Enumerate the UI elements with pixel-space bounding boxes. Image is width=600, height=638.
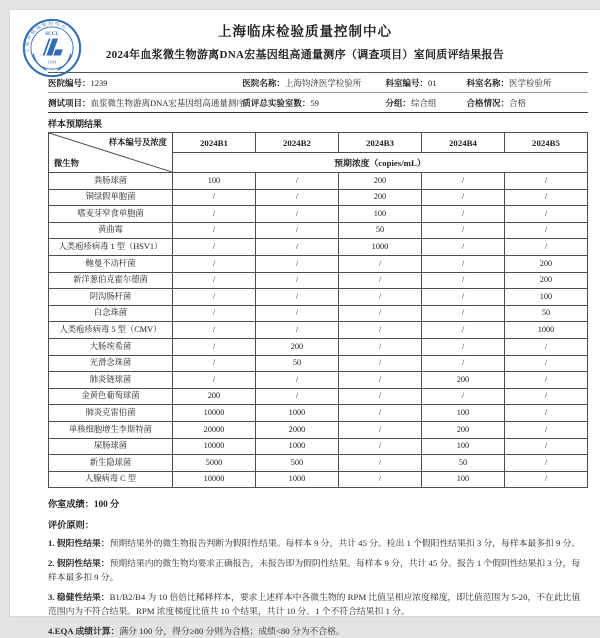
report-content xyxy=(48,72,588,638)
principle-2-lead: 2. 假阴性结果： xyxy=(48,557,110,568)
principle-1-body: 预期结果外的微生物报告判断为假阳性结果。每样本 9 分，共计 45 分。检出 1 个假阳性结果扣 3 分，每样本最多扣 9 分。 xyxy=(109,538,581,549)
concentration-value: 10000 xyxy=(172,405,255,422)
concentration-value: 200 xyxy=(421,421,504,438)
principle-2-body: 预期结果内的微生物均要求正确报告，未报告即为假阴性结果。每样本 9 分，共计 45 分。报告 1 个假阴性结果扣 3 分，每样本最多扣 9 分。 xyxy=(48,557,581,583)
concentration-value: / xyxy=(255,388,338,405)
table-row xyxy=(49,222,588,239)
concentration-value: / xyxy=(255,255,338,272)
concentration-value: / xyxy=(172,372,255,389)
logo-acronym: SCCL xyxy=(45,30,59,37)
concentration-value: / xyxy=(421,338,504,355)
report-title: 2024年血浆微生物游离DNA宏基因组高通量测序（调查项目）室间质评结果报告 xyxy=(105,49,505,61)
concentration-value: / xyxy=(338,438,421,455)
principle-1-lead: 1. 假阳性结果： xyxy=(48,538,110,549)
concentration-value: / xyxy=(172,322,255,339)
organism-name: 人类疱疹病毒 1 型（HSV1） xyxy=(49,239,173,256)
organism-name: 粪肠球菌 xyxy=(49,173,173,190)
table-row xyxy=(49,173,588,190)
table-row xyxy=(49,272,588,289)
concentration-value: / xyxy=(338,338,421,355)
table-row xyxy=(49,189,588,206)
concentration-value: 200 xyxy=(421,372,504,389)
concentration-value: / xyxy=(421,173,504,190)
table-row xyxy=(49,239,588,256)
organism-name: 阴沟肠杆菌 xyxy=(49,289,173,306)
concentration-value: 1000 xyxy=(255,405,338,422)
concentration-value: / xyxy=(504,239,587,256)
concentration-value: / xyxy=(255,189,338,206)
group-label: 分组： xyxy=(385,97,411,108)
table-row xyxy=(49,372,588,389)
principle-3-lead: 3. 稳健性结果： xyxy=(48,591,110,602)
test-item xyxy=(48,97,245,109)
organism-name: 屎肠球菌 xyxy=(49,438,173,455)
organism-name: 金黄色葡萄球菌 xyxy=(49,388,173,405)
concentration-value: / xyxy=(421,289,504,306)
concentration-value: 100 xyxy=(338,206,421,223)
concentration-value: / xyxy=(504,338,587,355)
organism-name: 新生隐球菌 xyxy=(49,455,173,472)
organism-name: 新洋葱伯克霍尔德菌 xyxy=(49,272,173,289)
concentration-value: 100 xyxy=(421,471,504,488)
concentration-value: / xyxy=(255,289,338,306)
concentration-value: / xyxy=(504,405,587,422)
concentration-value: 1000 xyxy=(504,322,587,339)
logo-mark xyxy=(53,49,62,55)
concentration-value: 200 xyxy=(504,272,587,289)
concentration-value: / xyxy=(255,222,338,239)
concentration-value: 20000 xyxy=(172,421,255,438)
table-row xyxy=(49,471,588,488)
concentration-value: / xyxy=(338,272,421,289)
table-row xyxy=(49,338,588,355)
principle-robustness xyxy=(48,590,588,619)
concentration-value: / xyxy=(172,355,255,372)
pass-status xyxy=(466,97,588,109)
principle-4-body: 满分 100 分，得分≥80 分则为合格；成绩<80 分为不合格。 xyxy=(119,625,345,636)
total-labs-value: 59 xyxy=(310,97,319,108)
concentration-value: / xyxy=(255,322,338,339)
sample-results-table xyxy=(48,132,588,488)
concentration-value: / xyxy=(172,206,255,223)
concentration-value: / xyxy=(504,438,587,455)
concentration-value: 200 xyxy=(172,388,255,405)
concentration-value: / xyxy=(338,372,421,389)
group xyxy=(385,97,466,109)
sample-table-body xyxy=(49,173,588,488)
hospital-name-label: 医院名称： xyxy=(242,77,285,88)
concentration-value: / xyxy=(255,173,338,190)
corner-bottom-label: 微生物 xyxy=(54,159,79,168)
concentration-value: / xyxy=(338,471,421,488)
concentration-value: / xyxy=(504,222,587,239)
concentration-value: / xyxy=(504,471,587,488)
test-item-label: 测试项目： xyxy=(48,97,91,108)
organism-name: 大肠埃希菌 xyxy=(49,338,173,355)
concentration-value: / xyxy=(338,421,421,438)
principle-4-lead: 4.EQA 成绩计算： xyxy=(48,625,120,636)
concentration-value: / xyxy=(504,388,587,405)
sccl-seal-logo xyxy=(22,18,82,78)
column-header-2024b3: 2024B3 xyxy=(338,133,421,153)
concentration-value: 1000 xyxy=(255,471,338,488)
concentration-value: / xyxy=(172,289,255,306)
table-row xyxy=(49,206,588,223)
department-id-label: 科室编号： xyxy=(385,77,428,88)
organism-name: 嗜麦芽窄食单胞菌 xyxy=(49,206,173,223)
concentration-value: / xyxy=(172,255,255,272)
concentration-value: / xyxy=(338,255,421,272)
concentration-value: / xyxy=(172,305,255,322)
concentration-value: 5000 xyxy=(172,455,255,472)
concentration-value: 2000 xyxy=(255,421,338,438)
concentration-value: / xyxy=(504,372,587,389)
organism-name: 人腺病毒 C 型 xyxy=(49,471,173,488)
concentration-value: / xyxy=(338,355,421,372)
concentration-value: / xyxy=(421,355,504,372)
concentration-value: 200 xyxy=(504,255,587,272)
concentration-value: / xyxy=(255,372,338,389)
organism-name: 白念珠菌 xyxy=(49,305,173,322)
concentration-value: / xyxy=(421,272,504,289)
organism-name: 人类疱疹病毒 5 型（CMV） xyxy=(49,322,173,339)
concentration-value: / xyxy=(421,189,504,206)
info-row-1 xyxy=(48,73,588,93)
organism-name: 肺炎克雷伯菌 xyxy=(49,405,173,422)
concentration-value: 200 xyxy=(255,338,338,355)
department-name-value: 医学检验所 xyxy=(509,77,552,88)
concentration-value: 50 xyxy=(504,305,587,322)
concentration-value: 100 xyxy=(172,173,255,190)
concentration-value: / xyxy=(504,455,587,472)
concentration-value: / xyxy=(172,272,255,289)
concentration-value: 200 xyxy=(338,189,421,206)
subheader-expected-concentration: 预期浓度（copies/mL） xyxy=(172,153,587,173)
organism-name: 光滑念珠菌 xyxy=(49,355,173,372)
group-value: 综合组 xyxy=(411,97,437,108)
table-row xyxy=(49,405,588,422)
column-header-2024b4: 2024B4 xyxy=(421,133,504,153)
logo-rim-text: 上海市临床检验中心 xyxy=(25,21,68,54)
concentration-value: / xyxy=(172,222,255,239)
pass-status-label: 合格情况： xyxy=(466,97,509,108)
total-labs xyxy=(242,97,385,109)
principles-title: 评价原则： xyxy=(48,520,94,531)
concentration-value: / xyxy=(421,255,504,272)
concentration-value: 1000 xyxy=(338,239,421,256)
concentration-value: / xyxy=(421,239,504,256)
concentration-value: / xyxy=(504,421,587,438)
department-id-value: 01 xyxy=(428,77,437,88)
hospital-name xyxy=(242,77,385,89)
department-name-label: 科室名称： xyxy=(466,77,509,88)
info-row-2 xyxy=(48,93,588,112)
concentration-value: / xyxy=(504,206,587,223)
principle-3-body: B1/B2/B4 为 10 倍倍比稀释样本，要求上述样本中各微生物的 RPM 比值呈相应浓度梯度，即比值范围为 5-20，不在此比值范围内为不符合结果。RPM 浓度梯度比值共 10 个结果，共计 10 分。1 个不符合结果扣 1 分。 xyxy=(48,591,581,617)
concentration-value: / xyxy=(255,305,338,322)
concentration-value: / xyxy=(338,388,421,405)
concentration-value: / xyxy=(255,239,338,256)
table-row xyxy=(49,455,588,472)
total-labs-label: 质评总实验室数： xyxy=(242,97,311,108)
principle-false-negative xyxy=(48,556,588,585)
organism-name: 铜绿假单胞菌 xyxy=(49,189,173,206)
principle-eqa-scoring xyxy=(48,624,588,638)
concentration-value: 50 xyxy=(255,355,338,372)
column-header-2024b5: 2024B5 xyxy=(504,133,587,153)
concentration-value: 500 xyxy=(255,455,338,472)
table-header-row xyxy=(49,133,588,153)
table-row xyxy=(49,289,588,306)
concentration-value: / xyxy=(172,239,255,256)
concentration-value: 100 xyxy=(504,289,587,306)
concentration-value: / xyxy=(338,322,421,339)
table-row xyxy=(49,438,588,455)
table-row xyxy=(49,322,588,339)
principle-false-positive xyxy=(48,536,588,551)
department-id xyxy=(385,77,466,89)
org-title: 上海临床检验质量控制中心 xyxy=(218,24,392,39)
table-row xyxy=(49,355,588,372)
concentration-value: / xyxy=(255,206,338,223)
corner-header-cell xyxy=(49,133,173,173)
column-header-2024b1: 2024B1 xyxy=(172,133,255,153)
table-row xyxy=(49,255,588,272)
hospital-id xyxy=(48,77,242,89)
concentration-value: / xyxy=(421,388,504,405)
department-name xyxy=(466,77,588,89)
concentration-value: / xyxy=(172,189,255,206)
concentration-value: / xyxy=(338,289,421,306)
report-page xyxy=(10,10,600,636)
section-title-expected-results: 样本预期结果 xyxy=(48,119,103,129)
concentration-value: / xyxy=(504,173,587,190)
concentration-value: / xyxy=(255,272,338,289)
concentration-value: 1000 xyxy=(255,438,338,455)
concentration-value: 100 xyxy=(421,405,504,422)
concentration-value: / xyxy=(504,189,587,206)
pass-status-value: 合格 xyxy=(509,97,527,108)
concentration-value: 10000 xyxy=(172,438,255,455)
concentration-value: / xyxy=(338,455,421,472)
concentration-value: 100 xyxy=(421,438,504,455)
concentration-value: 50 xyxy=(421,455,504,472)
organism-name: 单核细胞增生李斯特菌 xyxy=(49,421,173,438)
concentration-value: / xyxy=(421,222,504,239)
organism-name: 黄曲霉 xyxy=(49,222,173,239)
concentration-value: 200 xyxy=(338,173,421,190)
table-row xyxy=(49,305,588,322)
hospital-id-label: 医院编号： xyxy=(48,77,91,88)
logo-year: 1954 xyxy=(47,59,57,65)
concentration-value: 10000 xyxy=(172,471,255,488)
concentration-value: / xyxy=(338,405,421,422)
concentration-value: / xyxy=(172,338,255,355)
corner-top-label: 样本编号及浓度 xyxy=(108,138,167,147)
test-item-value: 血浆微生物游离DNA宏基因组高通量测序 xyxy=(90,97,245,108)
hospital-id-value: 1239 xyxy=(90,77,108,88)
concentration-value: / xyxy=(421,206,504,223)
concentration-value: / xyxy=(421,305,504,322)
lab-score: 你室成绩：100 分 xyxy=(48,499,120,510)
table-row xyxy=(49,421,588,438)
organism-name: 鲍曼不动杆菌 xyxy=(49,255,173,272)
concentration-value: / xyxy=(504,355,587,372)
concentration-value: / xyxy=(338,305,421,322)
table-row xyxy=(49,388,588,405)
report-info-table xyxy=(48,72,588,113)
hospital-name-value: 上海钧济医学检验所 xyxy=(284,77,362,88)
concentration-value: / xyxy=(421,322,504,339)
column-header-2024b2: 2024B2 xyxy=(255,133,338,153)
organism-name: 肺炎链球菌 xyxy=(49,372,173,389)
concentration-value: 50 xyxy=(338,222,421,239)
